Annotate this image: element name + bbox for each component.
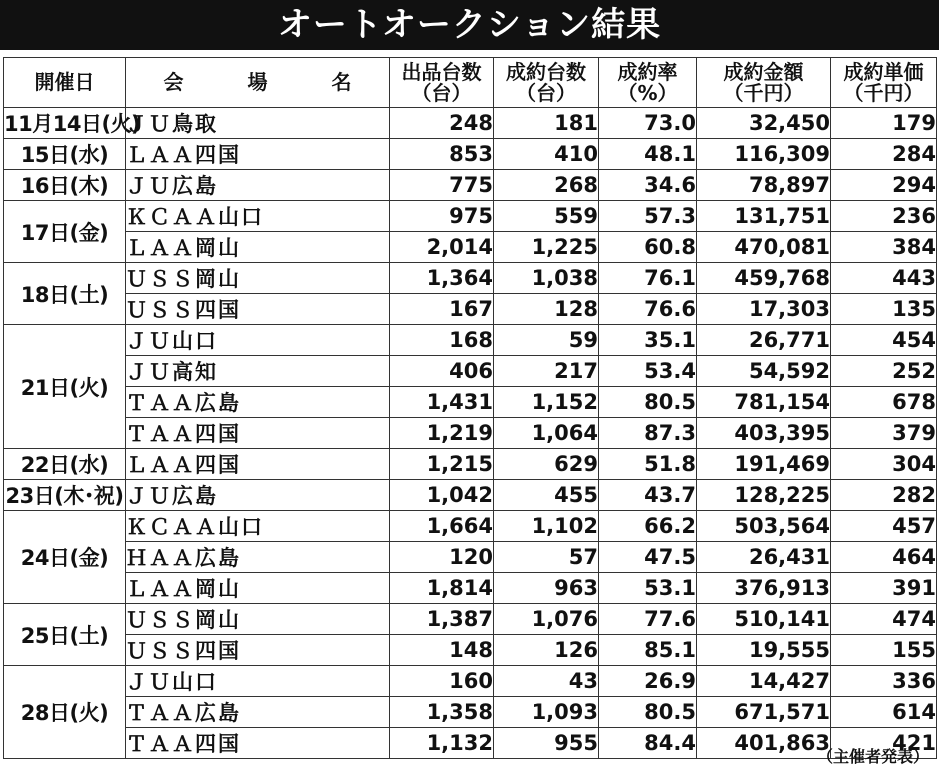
- table-row: [4, 604, 937, 635]
- table-row: [4, 666, 937, 697]
- listed-cell: 1,132: [390, 728, 494, 759]
- date-cell: 25日(土): [4, 604, 126, 666]
- table-row: [4, 480, 937, 511]
- rate-cell: 26.9: [599, 666, 697, 697]
- date-cell: 24日(金): [4, 511, 126, 604]
- rate-cell: 43.7: [599, 480, 697, 511]
- header-sold: 成約台数 （台）: [494, 58, 599, 108]
- date-cell: 21日(火): [4, 325, 126, 449]
- venue-cell: ＨＡＡ広島: [126, 542, 390, 573]
- amount-cell: 131,751: [697, 201, 831, 232]
- sold-cell: 217: [494, 356, 599, 387]
- venue-cell: ＴＡＡ四国: [126, 418, 390, 449]
- rate-cell: 76.6: [599, 294, 697, 325]
- table-row: [4, 387, 937, 418]
- venue-cell: ＵＳＳ岡山: [126, 604, 390, 635]
- sold-cell: 1,225: [494, 232, 599, 263]
- sold-cell: 1,038: [494, 263, 599, 294]
- date-cell: 28日(火): [4, 666, 126, 759]
- amount-cell: 54,592: [697, 356, 831, 387]
- amount-cell: 19,555: [697, 635, 831, 666]
- table-row: [4, 356, 937, 387]
- sold-cell: 59: [494, 325, 599, 356]
- unit-cell: 614: [831, 697, 937, 728]
- date-cell: 16日(木): [4, 170, 126, 201]
- unit-cell: 179: [831, 108, 937, 139]
- source-note: （主催者発表）: [816, 747, 929, 766]
- table-row: [4, 697, 937, 728]
- amount-cell: 403,395: [697, 418, 831, 449]
- venue-cell: ＬＡＡ四国: [126, 139, 390, 170]
- amount-cell: 14,427: [697, 666, 831, 697]
- rate-cell: 34.6: [599, 170, 697, 201]
- header-date: 開催日: [4, 58, 126, 108]
- listed-cell: 248: [390, 108, 494, 139]
- rate-cell: 76.1: [599, 263, 697, 294]
- amount-cell: 17,303: [697, 294, 831, 325]
- unit-cell: 155: [831, 635, 937, 666]
- unit-cell: 678: [831, 387, 937, 418]
- unit-cell: 384: [831, 232, 937, 263]
- unit-cell: 336: [831, 666, 937, 697]
- table-row: [4, 418, 937, 449]
- unit-cell: 421: [831, 728, 937, 759]
- rate-cell: 51.8: [599, 449, 697, 480]
- header-amount: 成約金額 （千円）: [697, 58, 831, 108]
- date-cell: 18日(土): [4, 263, 126, 325]
- amount-cell: 116,309: [697, 139, 831, 170]
- venue-cell: ＪＵ広島: [126, 170, 390, 201]
- listed-cell: 148: [390, 635, 494, 666]
- unit-cell: 474: [831, 604, 937, 635]
- rate-cell: 66.2: [599, 511, 697, 542]
- sold-cell: 128: [494, 294, 599, 325]
- sold-cell: 43: [494, 666, 599, 697]
- rate-cell: 80.5: [599, 697, 697, 728]
- table-row: [4, 728, 937, 759]
- rate-cell: 57.3: [599, 201, 697, 232]
- sold-cell: 963: [494, 573, 599, 604]
- auction-results-table: [3, 57, 937, 759]
- table-row: [4, 294, 937, 325]
- table-row: [4, 139, 937, 170]
- table-row: [4, 232, 937, 263]
- unit-cell: 379: [831, 418, 937, 449]
- amount-cell: 26,431: [697, 542, 831, 573]
- listed-cell: 1,664: [390, 511, 494, 542]
- venue-cell: ＬＡＡ岡山: [126, 573, 390, 604]
- sold-cell: 181: [494, 108, 599, 139]
- table-row: [4, 263, 937, 294]
- sold-cell: 126: [494, 635, 599, 666]
- listed-cell: 167: [390, 294, 494, 325]
- rate-cell: 53.4: [599, 356, 697, 387]
- sold-cell: 629: [494, 449, 599, 480]
- amount-cell: 470,081: [697, 232, 831, 263]
- listed-cell: 1,358: [390, 697, 494, 728]
- header-rate: 成約率 （%）: [599, 58, 697, 108]
- sold-cell: 1,093: [494, 697, 599, 728]
- amount-cell: 510,141: [697, 604, 831, 635]
- table-row: [4, 511, 937, 542]
- venue-cell: ＫＣＡＡ山口: [126, 511, 390, 542]
- unit-cell: 236: [831, 201, 937, 232]
- amount-cell: 781,154: [697, 387, 831, 418]
- rate-cell: 48.1: [599, 139, 697, 170]
- amount-cell: 191,469: [697, 449, 831, 480]
- date-cell: 11月14日(火): [4, 108, 126, 139]
- table-row: [4, 449, 937, 480]
- table-row: [4, 108, 937, 139]
- sold-cell: 1,152: [494, 387, 599, 418]
- venue-cell: ＵＳＳ四国: [126, 294, 390, 325]
- venue-cell: ＪＵ山口: [126, 666, 390, 697]
- table-row: [4, 573, 937, 604]
- table-row: [4, 542, 937, 573]
- sold-cell: 410: [494, 139, 599, 170]
- rate-cell: 87.3: [599, 418, 697, 449]
- amount-cell: 671,571: [697, 697, 831, 728]
- date-cell: 17日(金): [4, 201, 126, 263]
- date-cell: 15日(水): [4, 139, 126, 170]
- unit-cell: 294: [831, 170, 937, 201]
- unit-cell: 454: [831, 325, 937, 356]
- date-cell: 23日(木･祝): [4, 480, 126, 511]
- amount-cell: 401,863: [697, 728, 831, 759]
- sold-cell: 57: [494, 542, 599, 573]
- listed-cell: 406: [390, 356, 494, 387]
- sold-cell: 455: [494, 480, 599, 511]
- listed-cell: 160: [390, 666, 494, 697]
- unit-cell: 304: [831, 449, 937, 480]
- venue-cell: ＫＣＡＡ山口: [126, 201, 390, 232]
- table-row: [4, 325, 937, 356]
- amount-cell: 128,225: [697, 480, 831, 511]
- rate-cell: 60.8: [599, 232, 697, 263]
- listed-cell: 1,219: [390, 418, 494, 449]
- rate-cell: 80.5: [599, 387, 697, 418]
- venue-cell: ＴＡＡ四国: [126, 728, 390, 759]
- unit-cell: 282: [831, 480, 937, 511]
- header-unit: 成約単価 （千円）: [831, 58, 937, 108]
- table-row: [4, 170, 937, 201]
- venue-cell: ＪＵ鳥取: [126, 108, 390, 139]
- venue-cell: ＬＡＡ岡山: [126, 232, 390, 263]
- table-header-row: [4, 58, 937, 108]
- listed-cell: 1,364: [390, 263, 494, 294]
- venue-cell: ＪＵ山口: [126, 325, 390, 356]
- venue-cell: ＵＳＳ岡山: [126, 263, 390, 294]
- table-body: [4, 108, 937, 759]
- listed-cell: 975: [390, 201, 494, 232]
- venue-cell: ＴＡＡ広島: [126, 697, 390, 728]
- unit-cell: 284: [831, 139, 937, 170]
- date-cell: 22日(水): [4, 449, 126, 480]
- rate-cell: 84.4: [599, 728, 697, 759]
- table-row: [4, 201, 937, 232]
- sold-cell: 1,102: [494, 511, 599, 542]
- header-listed: 出品台数 （台）: [390, 58, 494, 108]
- listed-cell: 1,042: [390, 480, 494, 511]
- venue-cell: ＬＡＡ四国: [126, 449, 390, 480]
- listed-cell: 1,215: [390, 449, 494, 480]
- amount-cell: 32,450: [697, 108, 831, 139]
- header-venue: 会 場 名: [126, 58, 390, 108]
- amount-cell: 26,771: [697, 325, 831, 356]
- unit-cell: 464: [831, 542, 937, 573]
- listed-cell: 120: [390, 542, 494, 573]
- table-row: [4, 635, 937, 666]
- rate-cell: 77.6: [599, 604, 697, 635]
- amount-cell: 459,768: [697, 263, 831, 294]
- venue-cell: ＴＡＡ広島: [126, 387, 390, 418]
- amount-cell: 78,897: [697, 170, 831, 201]
- rate-cell: 73.0: [599, 108, 697, 139]
- unit-cell: 391: [831, 573, 937, 604]
- listed-cell: 2,014: [390, 232, 494, 263]
- listed-cell: 168: [390, 325, 494, 356]
- rate-cell: 85.1: [599, 635, 697, 666]
- listed-cell: 1,814: [390, 573, 494, 604]
- unit-cell: 135: [831, 294, 937, 325]
- venue-cell: ＪＵ広島: [126, 480, 390, 511]
- rate-cell: 53.1: [599, 573, 697, 604]
- listed-cell: 1,387: [390, 604, 494, 635]
- listed-cell: 853: [390, 139, 494, 170]
- amount-cell: 376,913: [697, 573, 831, 604]
- sold-cell: 955: [494, 728, 599, 759]
- amount-cell: 503,564: [697, 511, 831, 542]
- unit-cell: 252: [831, 356, 937, 387]
- venue-cell: ＪＵ高知: [126, 356, 390, 387]
- unit-cell: 443: [831, 263, 937, 294]
- sold-cell: 268: [494, 170, 599, 201]
- rate-cell: 47.5: [599, 542, 697, 573]
- listed-cell: 775: [390, 170, 494, 201]
- unit-cell: 457: [831, 511, 937, 542]
- venue-cell: ＵＳＳ四国: [126, 635, 390, 666]
- sold-cell: 1,064: [494, 418, 599, 449]
- rate-cell: 35.1: [599, 325, 697, 356]
- sold-cell: 559: [494, 201, 599, 232]
- sold-cell: 1,076: [494, 604, 599, 635]
- listed-cell: 1,431: [390, 387, 494, 418]
- page-title: オートオークション結果: [277, 5, 662, 45]
